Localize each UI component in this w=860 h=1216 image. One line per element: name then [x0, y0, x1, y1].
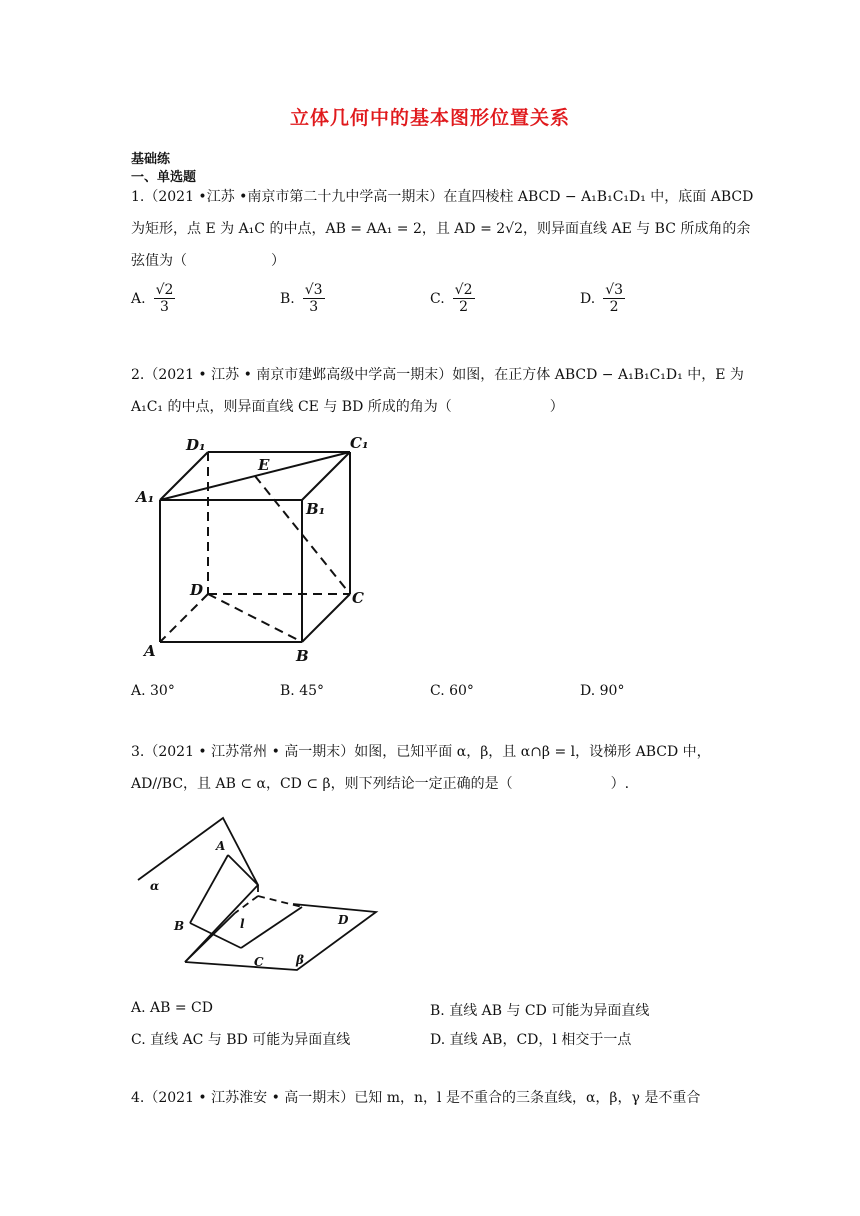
label-B: B	[296, 647, 309, 665]
q1-option-d	[580, 282, 625, 315]
label-D1: D₁	[186, 436, 206, 454]
planes-figure	[130, 810, 390, 980]
option-label: A.	[131, 290, 146, 307]
q3-option-c: C. 直线 AC 与 BD 可能为异面直线	[131, 1032, 351, 1048]
option-label: B.	[280, 290, 295, 307]
fraction: $\frac{√3}{3}$	[304, 282, 323, 315]
page-title: 立体几何中的基本图形位置关系	[289, 107, 570, 129]
label-C1: C₁	[350, 434, 369, 452]
fraction: $\frac{√2}{2}$	[454, 282, 473, 315]
q1-option-c	[430, 282, 475, 315]
q2-line1: 2.（2021 • 江苏 • 南京市建邺高级中学高一期末）如图，在正方体 ABCD − A₁B₁C₁D₁ 中，E 为	[131, 367, 744, 383]
label-beta: β	[296, 953, 304, 967]
q3-option-b: B. 直线 AB 与 CD 可能为异面直线	[430, 1003, 650, 1019]
q2-option-b: B. 45°	[280, 683, 325, 699]
q1-option-a	[131, 282, 175, 315]
section-heading: 基础练	[131, 152, 171, 167]
label-A: A	[144, 642, 156, 660]
subsection-heading: 一、单选题	[131, 170, 197, 185]
q2-option-d: D. 90°	[580, 683, 625, 699]
option-label: D.	[580, 290, 596, 307]
q2-line2: A₁C₁ 的中点，则异面直线 CE 与 BD 所成的角为（ ）	[131, 399, 564, 415]
cube-figure	[130, 430, 380, 665]
label-D: D	[190, 581, 204, 599]
q3-option-a: A. AB = CD	[131, 1000, 213, 1016]
q3-line2: AD//BC，且 AB ⊂ α，CD ⊂ β，则下列结论一定正确的是（ ）.	[131, 776, 630, 792]
label-A1: A₁	[136, 488, 155, 506]
label-B: B	[174, 919, 185, 933]
label-C: C	[352, 589, 364, 607]
fraction: $\frac{√3}{2}$	[605, 282, 624, 315]
option-label: C.	[430, 290, 445, 307]
q4-line1: 4.（2021 • 江苏淮安 • 高一期末）已知 m，n，l 是不重合的三条直线，α，β，γ 是不重合	[131, 1090, 701, 1106]
q3-option-d: D. 直线 AB，CD，l 相交于一点	[430, 1032, 632, 1048]
label-alpha: α	[150, 879, 160, 893]
label-A: A	[216, 839, 226, 853]
q2-option-c: C. 60°	[430, 683, 474, 699]
q1-option-b	[280, 282, 325, 315]
label-E: E	[258, 456, 270, 474]
label-B1: B₁	[306, 500, 326, 518]
label-C: C	[254, 955, 264, 969]
label-l: l	[240, 917, 245, 931]
label-D: D	[338, 913, 349, 927]
q2-option-a: A. 30°	[131, 683, 175, 699]
q1-line1: 1.（2021 •江苏 •南京市第二十九中学高一期末）在直四棱柱 ABCD − A₁B₁C₁D₁ 中，底面 ABCD	[131, 189, 754, 205]
fraction: $\frac{√2}{3}$	[155, 282, 174, 315]
q1-line2: 为矩形，点 E 为 A₁C 的中点，AB = AA₁ = 2，且 AD = 2√2，则异面直线 AE 与 BC 所成角的余	[131, 221, 751, 237]
q3-line1: 3.（2021 • 江苏常州 • 高一期末）如图，已知平面 α，β，且 α∩β = l，设梯形 ABCD 中，	[131, 744, 711, 760]
q1-line3: 弦值为（ ）	[131, 253, 285, 269]
